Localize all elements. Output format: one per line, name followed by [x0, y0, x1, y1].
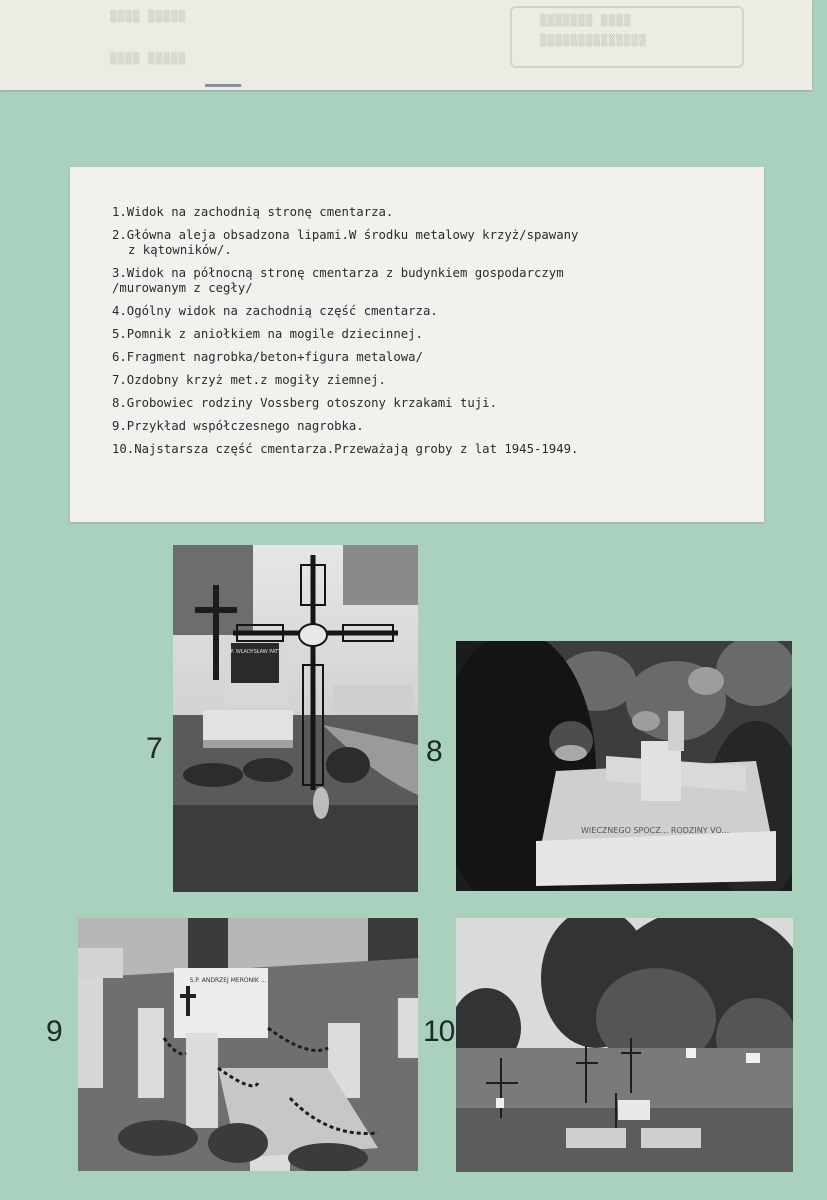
photo-number-8: 8: [426, 735, 442, 768]
photo-7-ornamental-cross: [173, 545, 418, 892]
top-paper-strip: [0, 0, 812, 90]
caption-item: 7.Ozdobny krzyż met.z mogiły ziemnej.: [112, 373, 386, 387]
caption-item: 4.Ogólny widok na zachodnią część cmentarza.: [112, 304, 438, 318]
ghost-text: ▒▒▒▒ ▒▒▒▒▒: [110, 52, 187, 65]
ghost-text: ▒▒▒▒▒▒▒ ▒▒▒▒: [540, 14, 632, 27]
slab-inscription: WIECZNEGO SPOCZ... RODZINY VO...: [581, 826, 730, 835]
caption-item: 2.Główna aleja obsadzona lipami.W środku metalowy krzyż/spawany z kątowników/.: [112, 228, 579, 257]
caption-item: 9.Przykład współczesnego nagrobka.: [112, 419, 364, 433]
caption-item: 10.Najstarsza część cmentarza.Przeważają groby z lat 1945-1949.: [112, 442, 579, 456]
caption-card: [70, 167, 764, 522]
caption-item: 8.Grobowiec rodziny Vossberg otoszony krzakami tuji.: [112, 396, 497, 410]
caption-item: 1.Widok na zachodnią stronę cmentarza.: [112, 205, 394, 219]
photo-9-modern-grave: [78, 918, 418, 1171]
plate-inscription: S.P. WŁADYSŁAW PATYK: [225, 649, 285, 655]
ghost-text: ▒▒▒▒▒▒▒▒▒▒▒▒▒▒: [540, 34, 647, 47]
photo-number-9: 9: [46, 1015, 62, 1048]
photo-number-10: 10: [423, 1015, 455, 1048]
caption-item: 5.Pomnik z aniołkiem na mogile dziecinnej.: [112, 327, 423, 341]
ghost-text: ▒▒▒▒ ▒▒▒▒▒: [110, 10, 187, 23]
plate-inscription: S.P. ANDRZEJ MERONIK ...: [189, 977, 267, 984]
caption-list: [112, 205, 752, 465]
caption-item: 6.Fragment nagrobka/beton+figura metalowa/: [112, 350, 423, 364]
photo-8-vossberg-tomb: [456, 641, 792, 891]
photo-10-oldest-section: [456, 918, 793, 1172]
caption-item: 3.Widok na północną stronę cmentarza z budynkiem gospodarczym /murowanym z cegły/: [112, 266, 564, 295]
photo-number-7: 7: [146, 732, 162, 765]
edge-mark: ▬▬▬▬▬▬: [205, 80, 242, 91]
